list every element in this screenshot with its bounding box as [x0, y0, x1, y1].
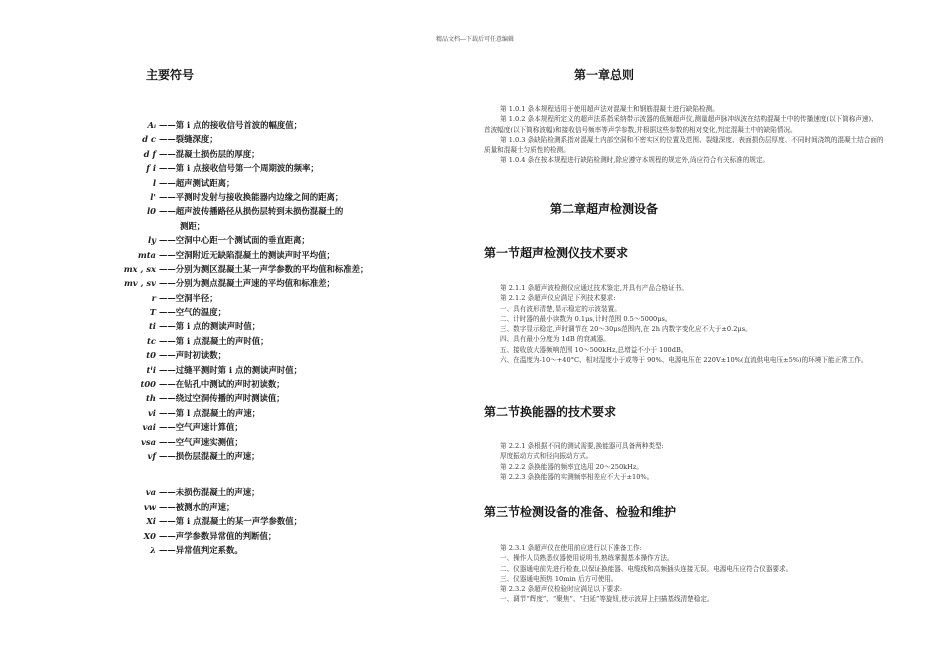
- symbol-row: [70, 500, 330, 514]
- symbol-description: ——空洞中心距一个测试面的垂直距离；: [159, 235, 310, 246]
- clause-line: 第 2.3.1 条超声仪在使用前应进行以下准备工作:: [500, 544, 642, 552]
- symbol-description: ——过缝平测时第 i 点的测读声时值；: [159, 364, 303, 375]
- symbol-description: ——异常值判定系数。: [159, 544, 243, 555]
- symbol-row: [70, 334, 330, 348]
- symbol: ti: [148, 321, 156, 332]
- clause-line: 二、仪器通电前先进行检查,以保证换能器、电缆线和高频插头连接无误。电源电压应符合仪器要求。: [500, 564, 793, 573]
- clause-line: 第 2.1.1 条超声波检测仪应通过技术鉴定,并具有产品合格证书。: [500, 284, 688, 292]
- symbol: vw: [143, 501, 156, 512]
- symbol-row: [70, 543, 330, 557]
- symbol: l': [150, 191, 156, 202]
- symbol: d c: [142, 134, 156, 145]
- section3-title: 第三节检测设备的准备、检验和维护: [484, 505, 677, 519]
- section2-title: 第二节换能器的技术要求: [484, 405, 617, 419]
- clause-paragraph: 第 1.0.2 条本规程所定义的超声法系指采纳带示波器的低频超声仪,测量超声脉冲纵波在结构混凝土中的传播速度(以下简称声速)、首波幅度(以下简称波幅)和接收信号频率等声学参数,并根据这些参数的相对变化,判定混凝土中的缺陷情况。: [484, 115, 878, 134]
- symbol-row: [70, 176, 330, 190]
- symbol-row: [70, 147, 330, 161]
- clause-line: 第 2.2.3 条换能器的实测频率相差应不大于±10%。: [500, 472, 654, 481]
- symbol: tˡi: [146, 364, 156, 375]
- symbol-description: ——空气声速计算值；: [159, 422, 243, 433]
- symbol-description: ——空洞半径；: [159, 292, 218, 303]
- symbol-row: [70, 363, 330, 377]
- symbol-description: ——未损伤混凝土的声速；: [159, 487, 260, 498]
- symbol-row: [70, 485, 330, 499]
- symbol: tc: [147, 335, 156, 346]
- section1-body: [484, 283, 884, 365]
- clause-paragraph: 第 1.0.3 条缺陷检测系指对混凝土内部空洞和不密实区的位置及范围、裂缝深度、表面损伤层厚度、不同时间浇筑的混凝土结合面的质量和混凝土匀质性的检测。: [484, 135, 884, 155]
- symbol-row: [70, 190, 344, 204]
- clause-line: 三、数字显示稳定,声时调节在 20～30μs范围内,在 2h 内数字变化应不大于±0.2μs。: [500, 325, 752, 334]
- clause-line: 第 2.2.2 条换能器的频率宜选用 20～250kHz。: [500, 462, 643, 471]
- symbol-row: [70, 391, 330, 405]
- symbol: d f: [143, 148, 156, 159]
- symbol-description: ——第 i 点混凝土的声时值；: [159, 335, 269, 346]
- symbol-description: ——空气声速实测值；: [159, 436, 243, 447]
- symbol: T: [149, 307, 156, 318]
- symbol-row: [70, 348, 330, 362]
- symbol: l: [152, 177, 156, 188]
- symbol-description: ——第 i 点接收信号第一个周期波的频率；: [159, 163, 319, 174]
- clause-line: 二、计时器的最小读数为 0.1μs,计时范围 0.5～5000μs。: [500, 314, 672, 323]
- symbol: mv , sv: [123, 278, 156, 289]
- clause-line: 三、仪器通电预热 10min 后方可使用。: [500, 574, 618, 583]
- symbol-description: ——声学参数异常值的判断值；: [159, 530, 277, 541]
- clause-line: 厚度振动方式和径向振动方式。: [500, 452, 593, 461]
- symbol-row: [70, 319, 330, 333]
- symbol-row: [70, 449, 330, 463]
- symbol-row: [70, 248, 335, 262]
- symbol-row: [70, 291, 330, 305]
- symbol-row: [70, 161, 330, 175]
- symbol-description: ——混凝土损伤层的厚度；: [159, 148, 260, 159]
- symbol-description: ——超声测试距离；: [159, 177, 235, 188]
- symbol: th: [146, 393, 156, 404]
- clause-line: 第 2.3.2 条超声仪检验时应满足以下要求:: [500, 585, 623, 594]
- symbol: vsa: [140, 436, 156, 447]
- symbol: vi: [147, 407, 156, 418]
- symbol-row: [70, 529, 330, 543]
- chapter1-body: [484, 104, 884, 166]
- symbol-description: ——第 i 点的接收信号首波的幅度值；: [159, 120, 303, 130]
- symbol-row: [70, 435, 330, 449]
- clause-line: 一、具有波形清楚,显示稳定的示波装置。: [500, 304, 621, 313]
- symbol-row: [70, 276, 335, 290]
- symbol: va: [145, 487, 156, 498]
- symbol: t00: [140, 379, 156, 390]
- symbols-title: 主要符号: [145, 68, 194, 82]
- symbol: vf: [147, 450, 156, 461]
- symbol: vai: [142, 422, 156, 433]
- symbol: Aᵢ: [147, 120, 156, 130]
- clause-line: 六、在温度为-10～+40°C、相对湿度小于或等于 90%、电源电压在 220V±10%(直流供电电压±5%)的环境下能正常工作。: [500, 356, 868, 365]
- symbol-row: [70, 118, 330, 132]
- symbol-description: ——声时初读数；: [159, 350, 226, 361]
- page-header: 精品文档---下载后可任意编辑: [435, 36, 515, 43]
- symbol-row: [70, 132, 330, 146]
- symbol-description: ——超声波传播路径从损伤层转到未损伤混凝土的: [159, 206, 344, 217]
- symbol: X0: [143, 530, 156, 541]
- symbol: Xi: [146, 516, 156, 527]
- symbol-description: ——空气的温度；: [159, 307, 226, 318]
- clause-line: 第 2.1.2 条超声仪应满足下列技术要求:: [500, 294, 616, 303]
- symbols-list: [70, 118, 369, 557]
- symbol-row: [70, 305, 330, 319]
- symbol-description: ——第 i 点的测读声时值；: [159, 321, 261, 332]
- symbol-row: [70, 262, 369, 276]
- clause-paragraph: 第 1.0.4 条在按本规程进行缺陷检测时,除应遵守本规程的规定外,尚应符合有关标准的规定。: [500, 156, 770, 165]
- symbol-description: ——分别为测区混凝土某一声学参数的平均值和标准差；: [159, 263, 369, 274]
- symbol: λ: [150, 544, 156, 555]
- clause-line: 四、具有最小分度为 1dB 的衰减器。: [500, 335, 610, 344]
- symbol-row: [70, 233, 330, 247]
- symbol: ly: [147, 235, 156, 246]
- symbol-description: ——绕过空洞传播的声时测读值；: [159, 393, 285, 404]
- symbol-row: [70, 420, 330, 434]
- symbol-description: ——第 i 点混凝土的某一声学参数值；: [159, 516, 303, 527]
- symbol: mx , sx: [123, 263, 156, 274]
- symbol-row: [70, 463, 330, 485]
- section1-title: 第一节超声检测仪技术要求: [484, 246, 629, 260]
- symbol: t0: [146, 350, 156, 361]
- symbol-description: ——空洞附近无缺陷混凝土的测读声时平均值；: [159, 249, 335, 260]
- section3-body: [484, 543, 884, 605]
- section2-body: [484, 441, 884, 482]
- symbol-description: ——第 l 点混凝土的声速；: [159, 407, 261, 418]
- symbol-row: [70, 514, 330, 528]
- chapter1-title: 第一章总则: [573, 68, 634, 82]
- symbol: l0: [146, 206, 156, 217]
- symbol: mta: [137, 249, 156, 260]
- symbol: f i: [146, 163, 156, 174]
- symbol-description: ——分别为测点混凝土声速的平均值和标准差；: [159, 278, 335, 289]
- clause-paragraph: 第 1.0.1 条本规程适用于使用超声法对混凝土和钢筋混凝土进行缺陷检测。: [500, 105, 719, 113]
- clause-line: 第 2.2.1 条根据不同的测试需要,换能器可具备两种类型:: [500, 442, 664, 450]
- symbol-description: ——平测时发射与接收换能器内边缘之间的距离；: [159, 191, 344, 202]
- symbol-description: ——被测水的声速；: [159, 501, 235, 512]
- symbol-description: ——裂缝深度；: [159, 134, 218, 145]
- symbol-description: ——损伤层混凝土的声速；: [159, 450, 260, 461]
- symbol-row: [70, 406, 330, 420]
- symbol: r: [151, 292, 156, 303]
- clause-line: 一、操作人员熟悉仪器使用说明书,熟练掌握基本操作方法。: [500, 554, 674, 563]
- chapter2-title: 第二章超声检测设备: [549, 202, 658, 216]
- symbol-description: ——在钻孔中测试的声时初读数；: [159, 379, 285, 390]
- symbol-row: [70, 219, 330, 233]
- clause-line: 一、调节“辉度”、“聚焦”、“扫延”等旋钮,使示波屏上扫描基线清楚稳定。: [500, 595, 714, 604]
- symbol-row: [70, 377, 330, 391]
- clause-line: 五、接收放大器频响范围 10～500kHz,总增益不小于 100dB。: [500, 345, 688, 354]
- symbol-row: [70, 204, 344, 218]
- symbol-description: 测距；: [180, 220, 206, 231]
